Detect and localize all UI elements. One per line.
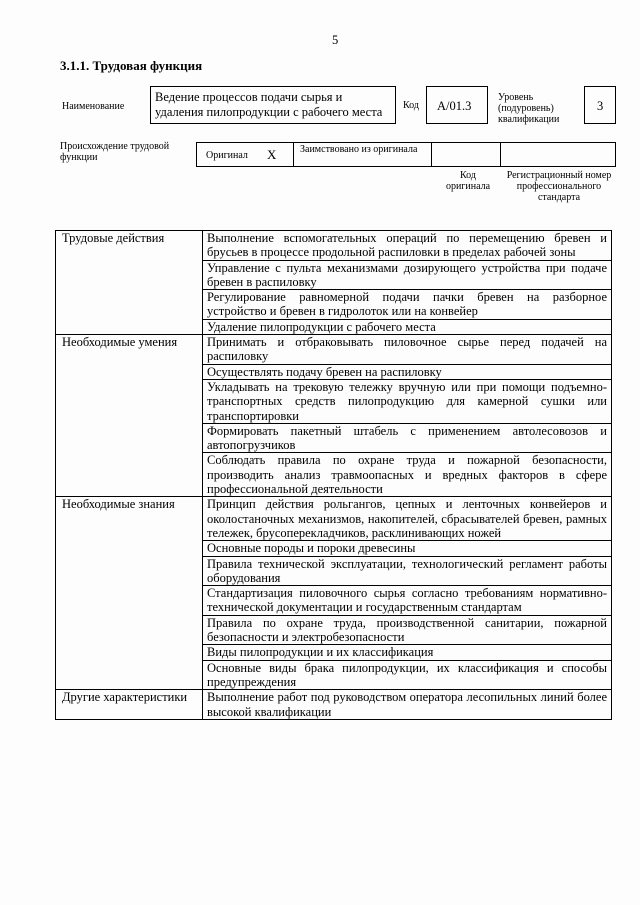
table-cell: Удаление пилопродукции с рабочего места bbox=[203, 319, 612, 334]
name-label: Наименование bbox=[62, 101, 125, 112]
section-title: 3.1.1. Трудовая функция bbox=[60, 58, 203, 73]
original-mark: X bbox=[267, 147, 277, 162]
table-cell: Управление с пульта механизмами дозирующего устройства при подаче бревен в распиловку bbox=[203, 260, 612, 290]
reg-number-caption: Регистрационный номер профессионального стандарта bbox=[506, 170, 612, 203]
section-heading: Трудовые действия bbox=[56, 231, 203, 335]
code-box bbox=[426, 86, 488, 124]
table-cell: Формировать пакетный штабель с применением автолесовозов и автопогрузчиков bbox=[203, 423, 612, 453]
table-cell: Стандартизация пиловочного сырья согласно требованиям нормативно-технической документации и государственным стандартам bbox=[203, 586, 612, 616]
table-cell: Принимать и отбраковывать пиловочное сырье перед подачей на распиловку bbox=[203, 335, 612, 365]
code-label: Код bbox=[403, 100, 419, 111]
function-name-value: Ведение процессов подачи сырья и удаления пилопродукции с рабочего места bbox=[155, 90, 383, 119]
table-cell: Осуществлять подачу бревен на распиловку bbox=[203, 364, 612, 379]
section-heading: Необходимые знания bbox=[56, 497, 203, 690]
page-number: 5 bbox=[332, 33, 339, 47]
table-cell: Выполнение вспомогательных операций по перемещению бревен и брусьев в процессе продольной распиловки в пределах рабочей зоны bbox=[203, 231, 612, 261]
code-value: А/01.3 bbox=[437, 99, 472, 113]
table-cell: Соблюдать правила по охране труда и пожарной безопасности, производить анализ травмоопасных и вредных факторов в сфере профессиональной деятельности bbox=[203, 453, 612, 497]
table-cell: Выполнение работ под руководством оператора лесопильных линий более высокой квалификации bbox=[203, 690, 612, 720]
origin-divider-3 bbox=[500, 142, 501, 167]
code-original-caption: Код оригинала bbox=[445, 170, 491, 192]
origin-label: Происхождение трудовой функции bbox=[60, 141, 170, 163]
origin-divider-2 bbox=[431, 142, 432, 167]
table-row bbox=[56, 231, 612, 261]
table-row bbox=[56, 690, 612, 720]
table-cell: Регулирование равномерной подачи пачки бревен на разборное устройство и бревен в гидролоток или на конвейер bbox=[203, 290, 612, 320]
level-value: 3 bbox=[597, 99, 604, 113]
table-cell: Виды пилопродукции и их классификация bbox=[203, 645, 612, 660]
table-cell: Принцип действия рольгангов, цепных и ленточных конвейеров и околостаночных механизмов, накопителей, сбрасывателей бревен, рамных тележек, брусоперекладчиков, расклинивающих ножей bbox=[203, 497, 612, 541]
level-label: Уровень (подуровень) квалификации bbox=[498, 92, 560, 125]
original-label: Оригинал bbox=[206, 150, 248, 161]
labor-function-table bbox=[55, 230, 612, 720]
table-row bbox=[56, 335, 612, 365]
function-name-box bbox=[150, 86, 396, 124]
origin-divider-1 bbox=[293, 142, 294, 167]
section-heading: Другие характеристики bbox=[56, 690, 203, 720]
table-cell: Правила по охране труда, производственной санитарии, пожарной безопасности и электробезопасности bbox=[203, 615, 612, 645]
table-row bbox=[56, 497, 612, 541]
table-cell: Основные виды брака пилопродукции, их классификация и способы предупреждения bbox=[203, 660, 612, 690]
table-cell: Укладывать на трековую тележку вручную или при помощи подъемно-транспортных средств пилопродукцию для камерной сушки или транспортировки bbox=[203, 379, 612, 423]
section-heading: Необходимые умения bbox=[56, 335, 203, 497]
table-cell: Основные породы и пороки древесины bbox=[203, 541, 612, 556]
table-cell: Правила технической эксплуатации, технологический регламент работы оборудования bbox=[203, 556, 612, 586]
borrowed-label: Заимствовано из оригинала bbox=[300, 144, 418, 155]
level-box bbox=[584, 86, 616, 124]
